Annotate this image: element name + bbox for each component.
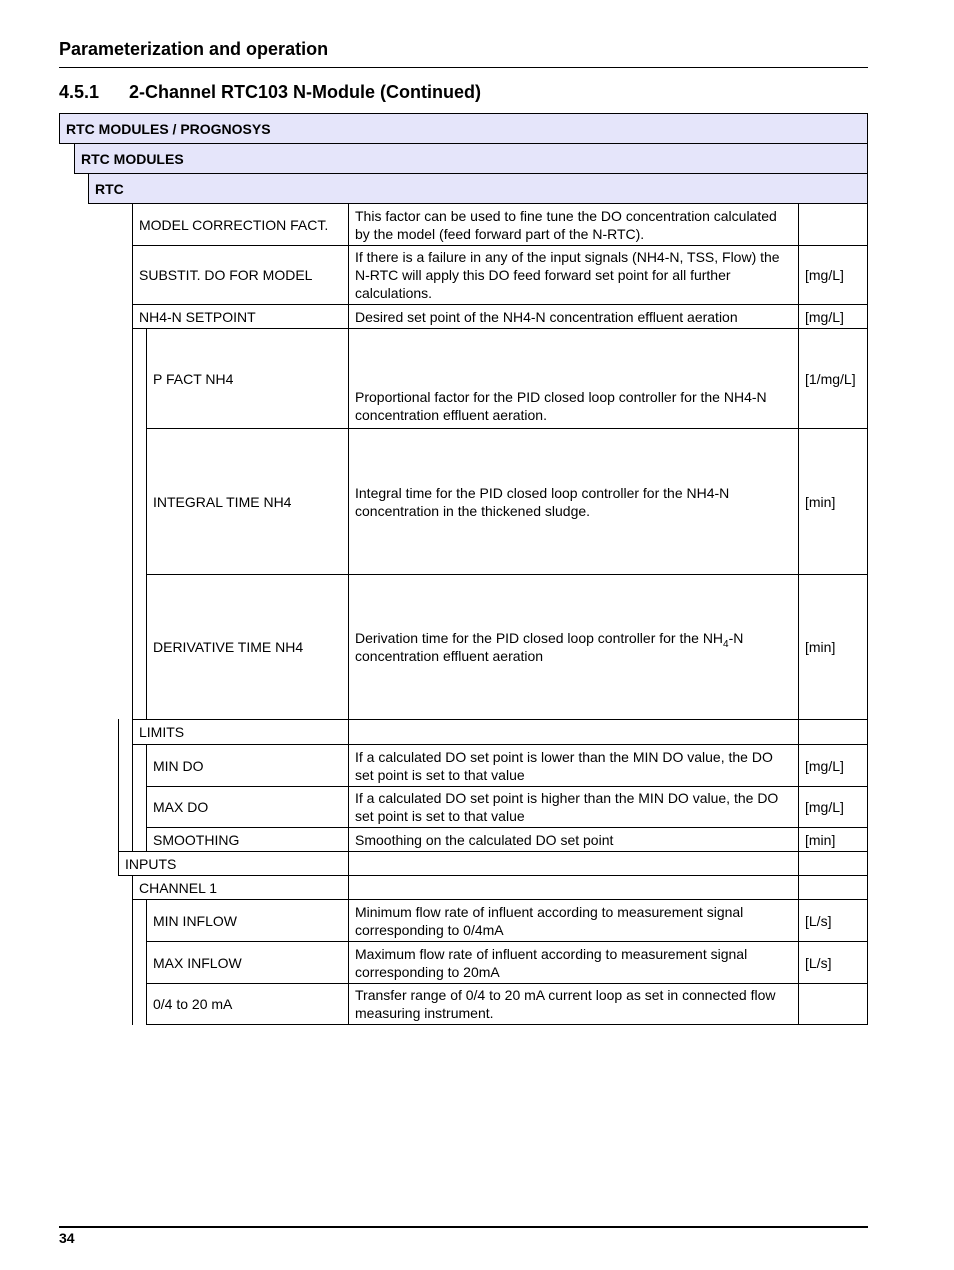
- param-unit: [L/s]: [798, 899, 868, 942]
- param-description: [348, 719, 799, 745]
- param-unit: [798, 875, 868, 900]
- param-unit: [798, 983, 868, 1025]
- param-unit: [mg/L]: [798, 245, 868, 305]
- param-name: MIN DO: [146, 744, 349, 787]
- param-name: 0/4 to 20 mA: [146, 983, 349, 1025]
- param-name: MAX INFLOW: [146, 941, 349, 984]
- band-rtc-modules: RTC MODULES: [74, 143, 868, 174]
- param-description: Smoothing on the calculated DO set point: [348, 827, 799, 852]
- param-name: SUBSTIT. DO FOR MODEL: [132, 245, 349, 305]
- band-rtc-modules-prognosys: RTC MODULES / PROGNOSYS: [59, 113, 868, 144]
- indent-line: [132, 744, 133, 852]
- param-description: This factor can be used to fine tune the DO concentration calculated by the model (feed forward part of the N-RTC).: [348, 203, 799, 246]
- page-number: 34: [59, 1230, 75, 1246]
- param-description: Derivation time for the PID closed loop controller for the $NH_4-N$ concentration effluent aeration: [348, 574, 799, 720]
- param-name: SMOOTHING: [146, 827, 349, 852]
- param-unit: [798, 851, 868, 876]
- footer-rule: [59, 1226, 868, 1228]
- section-number: 4.5.1: [59, 82, 100, 102]
- param-unit: [L/s]: [798, 941, 868, 984]
- indent-line: [132, 899, 133, 1025]
- param-name: INPUTS: [118, 851, 349, 876]
- param-name: NH4-N SETPOINT: [132, 304, 349, 329]
- param-unit: [mg/L]: [798, 744, 868, 787]
- param-description: Transfer range of 0/4 to 20 mA current loop as set in connected flow measuring instrument.: [348, 983, 799, 1025]
- param-description: Desired set point of the NH4-N concentration effluent aeration: [348, 304, 799, 329]
- band-rtc: RTC: [88, 173, 868, 204]
- section-title: 2-Channel RTC103 N-Module (Continued): [129, 82, 481, 102]
- param-name: LIMITS: [132, 719, 349, 745]
- param-unit: [min]: [798, 428, 868, 575]
- param-description: Maximum flow rate of influent according to measurement signal corresponding to 20mA: [348, 941, 799, 984]
- param-description: If a calculated DO set point is higher than the MIN DO value, the DO set point is set to that value: [348, 786, 799, 828]
- param-unit: [mg/L]: [798, 304, 868, 329]
- param-description: [348, 851, 799, 876]
- param-description: If there is a failure in any of the input signals (NH4-N, TSS, Flow) the N-RTC will apply this DO feed forward set point for all further calculations.: [348, 245, 799, 305]
- param-description: Minimum flow rate of influent according to measurement signal corresponding to 0/4mA: [348, 899, 799, 942]
- param-name: MIN INFLOW: [146, 899, 349, 942]
- param-name: P FACT NH4: [146, 328, 349, 429]
- param-unit: [1/mg/L]: [798, 328, 868, 429]
- param-name: CHANNEL 1: [132, 875, 349, 900]
- param-unit: [798, 203, 868, 246]
- param-name: MAX DO: [146, 786, 349, 828]
- param-unit: [min]: [798, 574, 868, 720]
- param-name: DERIVATIVE TIME NH4: [146, 574, 349, 720]
- param-name: INTEGRAL TIME NH4: [146, 428, 349, 575]
- section-heading: [59, 82, 481, 103]
- indent-line: [132, 328, 133, 720]
- param-unit: [798, 719, 868, 745]
- param-name: MODEL CORRECTION FACT.: [132, 203, 349, 246]
- header-rule: [59, 67, 868, 68]
- param-unit: [min]: [798, 827, 868, 852]
- param-description: [348, 875, 799, 900]
- running-header: Parameterization and operation: [59, 39, 329, 59]
- param-description: Proportional factor for the PID closed loop controller for the NH4-N concentration effluent aeration.: [348, 328, 799, 429]
- param-description: If a calculated DO set point is lower than the MIN DO value, the DO set point is set to that value: [348, 744, 799, 787]
- param-description: Integral time for the PID closed loop controller for the NH4-N concentration in the thickened sludge.: [348, 428, 799, 575]
- param-unit: [mg/L]: [798, 786, 868, 828]
